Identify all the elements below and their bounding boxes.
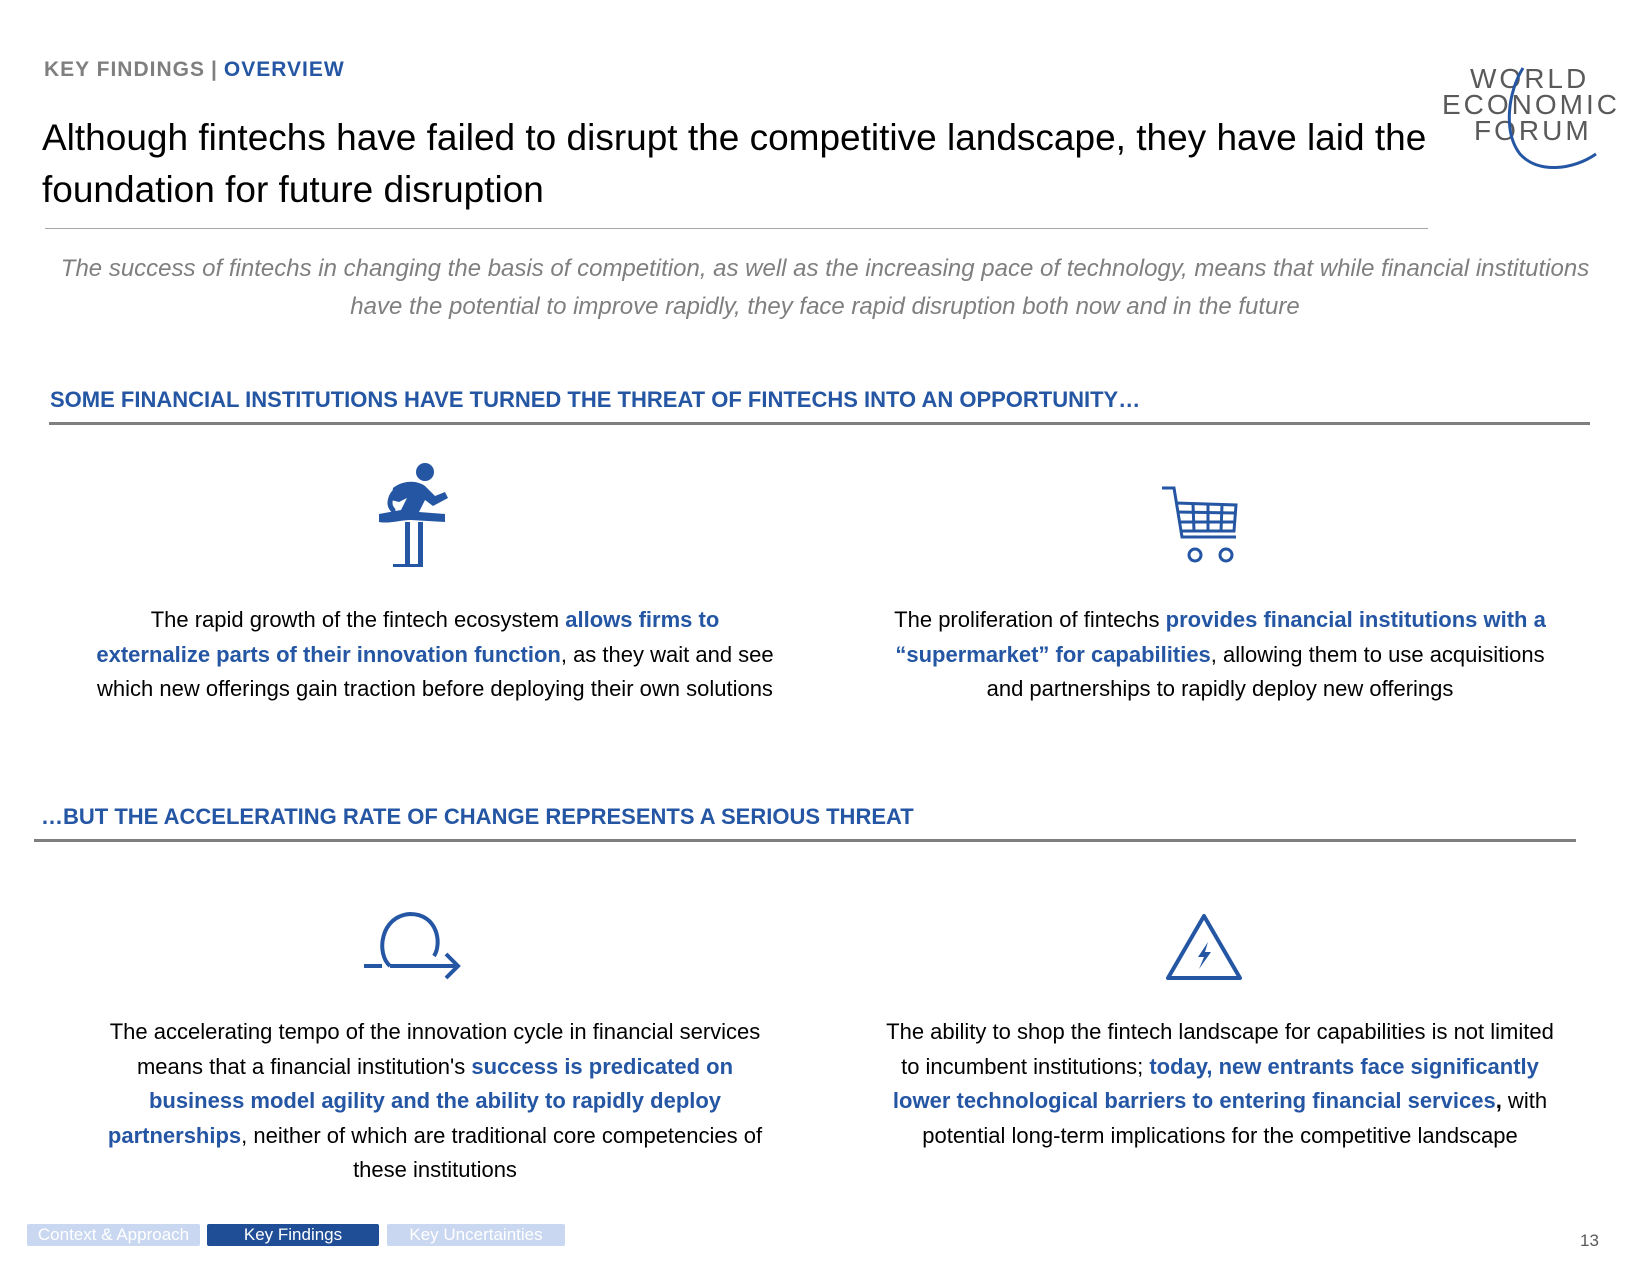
cycle-arrow-icon <box>362 910 467 985</box>
card-agility-partnerships: The accelerating tempo of the innovation cycle in financial services means that a financial institution's success is predicated on business model agility and the ability to rapidly deploy partnerships, neither of which are traditional core competencies of these institutions <box>107 1019 763 1182</box>
band-divider-opportunity <box>49 422 1590 425</box>
card-capabilities-supermarket: The proliferation of fintechs provides financial institutions with a “supermarket” for capabilities, allowing them to use acquisitions and partnerships to rapidly deploy new offerings <box>894 607 1546 701</box>
section-breadcrumb <box>44 58 345 82</box>
nav-tab-key-uncertainties[interactable]: Key Uncertainties <box>387 1224 565 1246</box>
nav-tab-key-findings[interactable]: Key Findings <box>207 1224 379 1246</box>
section-label: KEY FINDINGS <box>44 58 205 81</box>
logo-line-3: FORUM <box>1474 115 1592 146</box>
subsection-label: OVERVIEW <box>223 58 345 81</box>
card-externalize-innovation: The rapid growth of the fintech ecosystem allows firms to externalize parts of their innovation function, as they wait and see which new offerings gain traction before deploying their own solutions <box>96 607 774 701</box>
band-heading-opportunity: SOME FINANCIAL INSTITUTIONS HAVE TURNED THE THREAT OF FINTECHS INTO AN OPPORTUNITY… <box>50 387 1141 412</box>
page-number: 13 <box>1580 1231 1599 1250</box>
nav-tab-context-approach[interactable]: Context & Approach <box>27 1224 200 1246</box>
world-economic-forum-logo <box>1442 62 1628 172</box>
card-new-entrants: The ability to shop the fintech landscape for capabilities is not limited to incumbent institutions; today, new entrants face significantly lower technological barriers to entering financial services, with potential long-term implications for the competitive landscape <box>886 1019 1554 1148</box>
shopping-cart-icon <box>1160 485 1240 565</box>
band-heading-threat: …BUT THE ACCELERATING RATE OF CHANGE REPRESENTS A SERIOUS THREAT <box>41 804 914 829</box>
logo-arc-icon <box>1448 62 1628 172</box>
hurdler-icon <box>375 460 455 570</box>
logo-line-2: ECONOMIC <box>1442 89 1620 120</box>
page-title: Although fintechs have failed to disrupt the competitive landscape, they have laid the foundation for future disruption <box>42 117 1427 210</box>
warning-lightning-icon <box>1164 912 1244 982</box>
breadcrumb-separator: | <box>210 58 218 81</box>
page-subtitle: The success of fintechs in changing the basis of competition, as well as the increasing pace of technology, means that while financial institutions have the potential to improve rapidly, they face rapid disruption both now and in the future <box>60 255 1590 320</box>
title-divider <box>45 228 1428 229</box>
band-divider-threat <box>34 839 1576 842</box>
logo-line-1: WORLD <box>1470 63 1590 94</box>
